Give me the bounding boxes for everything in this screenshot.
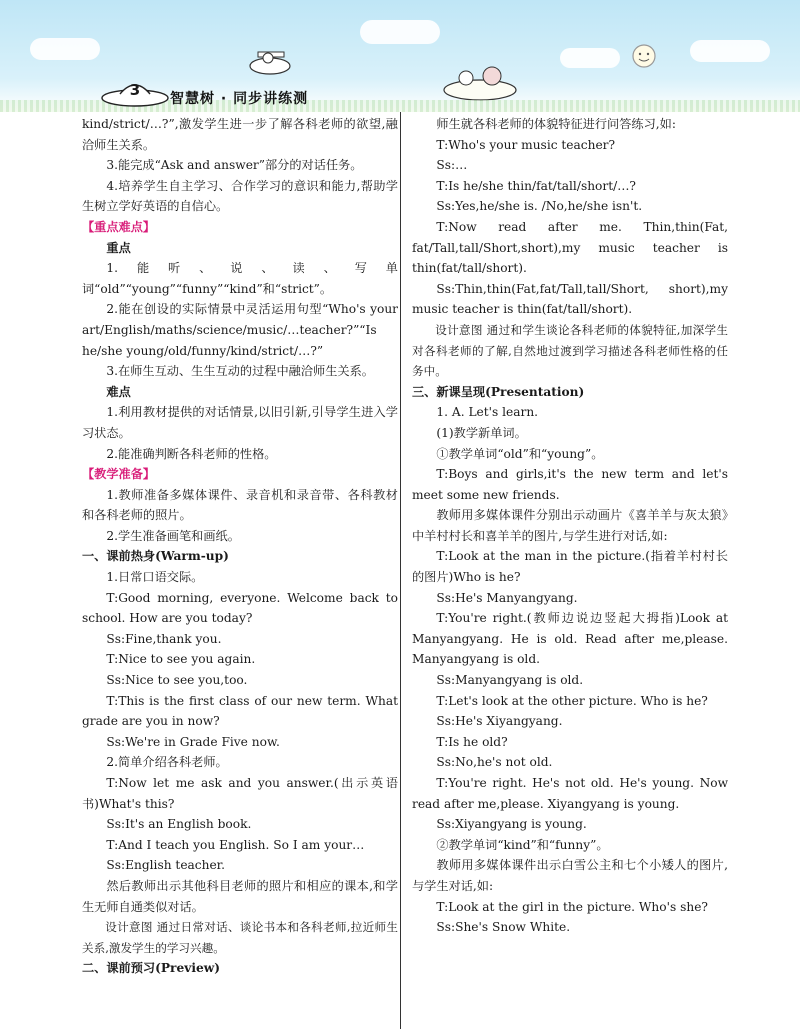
section-heading: 重点 [106, 240, 131, 255]
paragraph: T:This is the first class of our new term. What grade are you in now? [82, 693, 398, 729]
paragraph: 教师用多媒体课件出示白雪公主和七个小矮人的图片,与学生对话,如: [412, 858, 728, 893]
cloud [30, 38, 100, 60]
page-number-badge [100, 80, 170, 108]
right-column [412, 114, 728, 938]
paragraph: T:Look at the girl in the picture. Who's she? [436, 899, 708, 914]
book-brand: 智慧树 · 同步讲练测 [170, 91, 309, 107]
kids-illustration [440, 60, 520, 104]
section-tag: 【重点难点】 [82, 219, 156, 234]
paragraph: T:Is he/she thin/fat/tall/short/…? [436, 178, 636, 193]
paragraph: T:You're right. He's not old. He's young. Now read after me,please. Xiyangyang is young. [412, 776, 728, 811]
paragraph: 3.在师生互动、生生互动的过程中融洽师生关系。 [106, 364, 374, 379]
section-heading: 二、课前预习(Preview) [82, 961, 220, 976]
paragraph: Ss:No,he's not old. [436, 755, 553, 770]
paragraph: 3.能完成“Ask and answer”部分的对话任务。 [106, 158, 363, 173]
paragraph: kind/strict/…?”,激发学生进一步了解各科老师的欲望,融洽师生关系。 [82, 117, 398, 152]
cloud [360, 20, 440, 44]
paragraph: Ss:Fine,thank you. [106, 631, 222, 646]
paragraph: T:And I teach you English. So I am your… [106, 837, 365, 852]
paragraph: T:You're right.(教师边说边竖起大拇指)Look at Manyangyang. He is old. Read after me,please. Manyangyang is old. [412, 611, 728, 667]
paragraph: 4.培养学生自主学习、合作学习的意识和能力,帮助学生树立学好英语的自信心。 [82, 178, 398, 214]
paragraph: 师生就各科老师的体貌特征进行问答练习,如: [436, 117, 676, 131]
paragraph: ②教学单词“kind”和“funny”。 [436, 837, 609, 852]
paragraph: T:Now let me ask and you answer.(出示英语书)What's this? [82, 776, 398, 811]
paragraph: T:Let's look at the other picture. Who is he? [436, 693, 708, 708]
paragraph: Ss:… [436, 158, 468, 173]
airplane-illustration [240, 38, 300, 88]
paragraph: T:Look at the man in the picture.(指着羊村村长的图片)Who is he? [412, 549, 728, 585]
design-intent-note: 设计意图 通过日常对话、谈论书本和各科老师,拉近师生关系,激发学生的学习兴趣。 [82, 920, 398, 955]
left-column [82, 114, 398, 979]
paragraph: 1.利用教材提供的对话情景,以旧引新,引导学生进入学习状态。 [82, 405, 398, 440]
paragraph: 2.能在创设的实际情景中灵活运用句型“Who's your art/English/maths/science/music/…teacher?”“Is he/she young/old/funny/kind/strict/…?” [82, 302, 398, 358]
paragraph: (1)教学新单词。 [436, 425, 527, 440]
paragraph: Ss:Nice to see you,too. [106, 673, 248, 688]
section-heading: 三、新课呈现(Presentation) [412, 384, 585, 399]
paragraph: 2.简单介绍各科老师。 [106, 755, 228, 770]
paragraph: T:Boys and girls,it's the new term and let's meet some new friends. [412, 467, 728, 502]
sun-icon [624, 36, 664, 76]
paragraph: Ss:He's Xiyangyang. [436, 714, 563, 729]
paragraph: ①教学单词“old”和“young”。 [436, 446, 604, 461]
paragraph: T:Good morning, everyone. Welcome back to school. How are you today? [82, 590, 398, 626]
paragraph: Ss:We're in Grade Five now. [106, 734, 280, 749]
paragraph: Ss:Xiyangyang is young. [436, 817, 587, 832]
paragraph: T:Who's your music teacher? [436, 137, 616, 152]
paragraph: Ss:English teacher. [106, 858, 226, 873]
paragraph: Ss:She's Snow White. [436, 920, 571, 935]
paragraph: 1.能听、说、读、写单词“old”“young”“funny”“kind”和“strict”。 [82, 261, 398, 296]
paragraph: 教师用多媒体课件分别出示动画片《喜羊羊与灰太狼》中羊村村长和喜羊羊的图片,与学生进行对话,如: [412, 508, 728, 543]
cloud [690, 40, 770, 62]
paragraph: Ss:Manyangyang is old. [436, 673, 584, 688]
section-heading: 一、课前热身(Warm-up) [82, 549, 229, 564]
paragraph: T:Now read after me. Thin,thin(Fat, fat/Tall,tall/Short,short),my music teacher is thin(fat/tall/short). [412, 219, 728, 276]
paragraph: T:Is he old? [436, 734, 508, 749]
section-tag: 【教学准备】 [82, 467, 156, 482]
design-intent-note: 设计意图 通过和学生谈论各科老师的体貌特征,加深学生对各科老师的了解,自然地过渡到学习描述各科老师性格的任务中。 [412, 322, 728, 379]
cloud [560, 48, 620, 68]
section-heading: 难点 [106, 384, 131, 399]
page-number: 3 [129, 81, 141, 99]
paragraph: 1.日常口语交际。 [106, 570, 204, 585]
paragraph: 然后教师出示其他科目老师的照片和相应的课本,和学生无师自通类似对话。 [82, 878, 398, 914]
paragraph: 2.学生准备画笔和画纸。 [106, 528, 240, 543]
paragraph: Ss:Yes,he/she is. /No,he/she isn't. [436, 199, 643, 214]
paragraph: Ss:Thin,thin(Fat,fat/Tall,tall/Short, short),my music teacher is thin(fat/tall/short). [412, 281, 728, 317]
paragraph: 1.教师准备多媒体课件、录音机和录音带、各科教材和各科老师的照片。 [82, 487, 398, 523]
paragraph: Ss:He's Manyangyang. [436, 590, 578, 605]
paragraph: 2.能准确判断各科老师的性格。 [106, 446, 277, 461]
paragraph: T:Nice to see you again. [106, 652, 256, 667]
paragraph: 1. A. Let's learn. [436, 405, 539, 420]
column-divider [400, 112, 401, 1029]
paragraph: Ss:It's an English book. [106, 817, 252, 832]
